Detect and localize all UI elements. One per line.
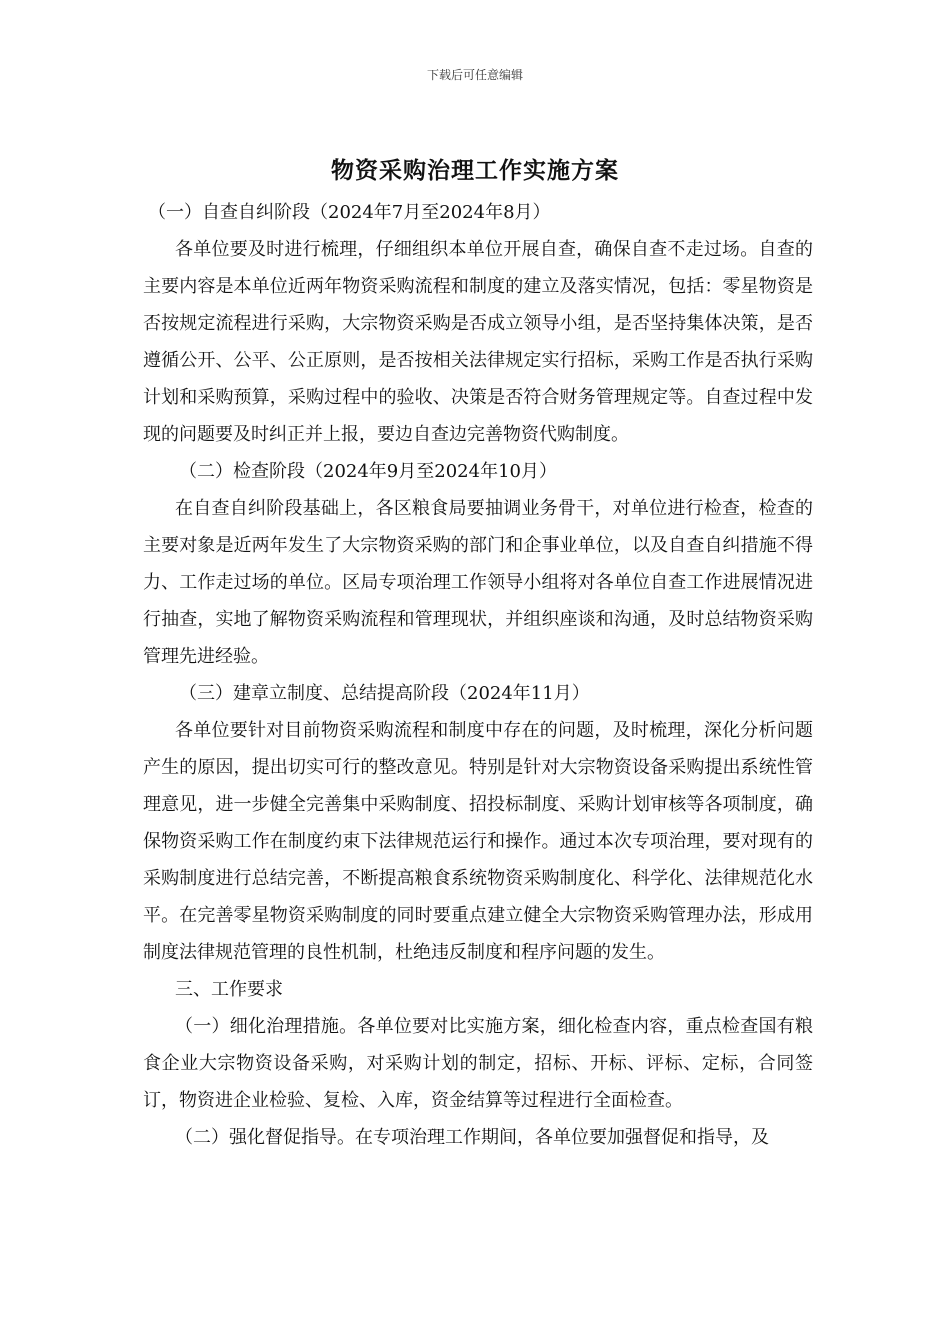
section-heading-inspection: （二）检查阶段（2024年9月至2024年10月） — [179, 461, 557, 482]
paragraph-rules: 各单位要针对目前物资采购流程和制度中存在的问题，及时梳理，深化分析问题产生的原因，提出切实可行的整改意见。特别是针对大宗物资设备采购提出系统性管理意见，进一步健全完善集中采购制度、招投标制度、采购计划审核等各项制度，确保物资采购工作在制度约束下法律规范运行和操作。通过本次专项治理，要对现有的采购制度进行总结完善，不断提高粮食系统物资采购制度化、科学化、法律规范化水平。在完善零星物资采购制度的同时要重点建立健全大宗物资采购管理办法，形成用制度法律规范管理的良性机制，杜绝违反制度和程序问题的发生。 — [143, 720, 813, 963]
document-body — [143, 194, 813, 1156]
paragraph-inspection: 在自查自纠阶段基础上，各区粮食局要抽调业务骨干，对单位进行检查，检查的主要对象是近两年发生了大宗物资采购的部门和企事业单位，以及自查自纠措施不得力、工作走过场的单位。区局专项治理工作领导小组将对各单位自查工作进展情况进行抽查，实地了解物资采购流程和管理现状，并组织座谈和沟通，及时总结物资采购管理先进经验。 — [143, 498, 813, 667]
section-heading-rules: （三）建章立制度、总结提高阶段（2024年11月） — [179, 683, 590, 704]
section-heading-requirements: 三、工作要求 — [175, 979, 283, 1000]
paragraph-self-check: 各单位要及时进行梳理，仔细组织本单位开展自查，确保自查不走过场。自查的主要内容是本单位近两年物资采购流程和制度的建立及落实情况，包括：零星物资是否按规定流程进行采购，大宗物资采购是否成立领导小组，是否坚持集体决策，是否遵循公开、公平、公正原则，是否按相关法律规定实行招标，采购工作是否执行采购计划和采购预算，采购过程中的验收、决策是否符合财务管理规定等。自查过程中发现的问题要及时纠正并上报，要边自查边完善物资代购制度。 — [143, 239, 813, 445]
paragraph-supervision: （二）强化督促指导。在专项治理工作期间，各单位要加强督促和指导，及 — [175, 1127, 769, 1148]
document-title: 物资采购治理工作实施方案 — [331, 157, 619, 184]
section-heading-self-check: （一）自查自纠阶段（2024年7月至2024年8月） — [148, 202, 551, 223]
page-header-note: 下载后可任意编辑 — [426, 68, 523, 82]
paragraph-refine-measures: （一）细化治理措施。各单位要对比实施方案，细化检查内容，重点检查国有粮食企业大宗物资设备采购，对采购计划的制定，招标、开标、评标、定标，合同签订，物资进企业检验、复检、入库，资金结算等过程进行全面检查。 — [143, 1016, 813, 1111]
